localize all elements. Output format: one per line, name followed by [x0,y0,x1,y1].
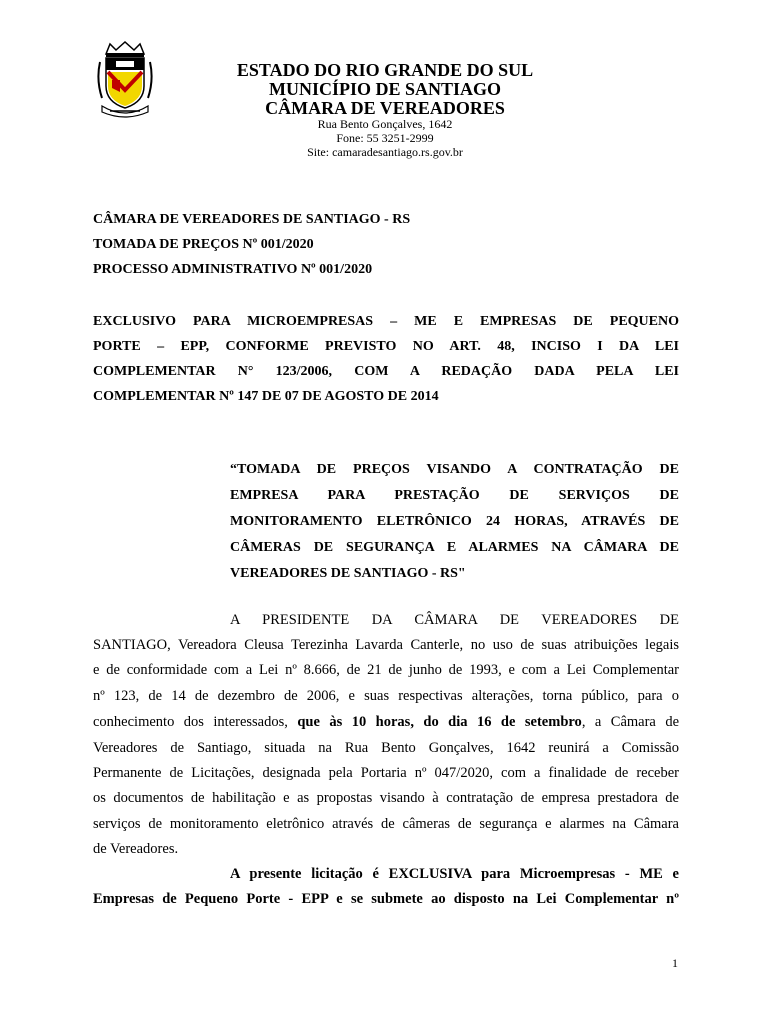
body-line-2: SANTIAGO, Vereadora Cleusa Terezinha Lavarda Canterle, no uso de suas atribuições legais [93,637,679,653]
reference-process: PROCESSO ADMINISTRATIVO Nº 001/2020 [93,262,373,277]
body-line-5-start: conhecimento dos interessados, [93,714,288,730]
page-number: 1 [672,956,678,970]
body-line-1: A PRESIDENTE DA CÂMARA DE VEREADORES DE [230,612,679,628]
object-line-3: MONITORAMENTO ELETRÔNICO 24 HORAS, ATRAVÉS DE [230,514,679,529]
session-datetime: que às 10 horas, do dia 16 de setembro [297,714,582,730]
exclusive-line-2: PORTE – EPP, CONFORME PREVISTO NO ART. 48, INCISO I DA LEI [93,339,679,354]
body-line-7: Permanente de Licitações, designada pela Portaria nº 047/2020, com a finalidade de receber [93,765,679,781]
body-line-12: Empresas de Pequeno Porte - EPP e se submete ao disposto na Lei Complementar nº [93,891,679,907]
body-line-11: A presente licitação é EXCLUSIVA para Microempresas - ME e [230,866,679,882]
body-line-4: nº 123, de 14 de dezembro de 2006, e suas respectivas alterações, torna público, para o [93,688,679,704]
header-phone: Fone: 55 3251-2999 [336,131,434,145]
header-chamber: CÂMARA DE VEREADORES [265,98,505,118]
object-line-2: EMPRESA PARA PRESTAÇÃO DE SERVIÇOS DE [230,488,679,503]
header-municipality: MUNICÍPIO DE SANTIAGO [268,79,502,99]
reference-tender: TOMADA DE PREÇOS Nº 001/2020 [93,237,314,252]
body-line-10: de Vereadores. [93,841,179,857]
exclusive-line-4: COMPLEMENTAR Nº 147 DE 07 DE AGOSTO DE 2014 [93,389,439,404]
header-state: ESTADO DO RIO GRANDE DO SUL [236,60,534,80]
object-line-5: VEREADORES DE SANTIAGO - RS" [230,566,466,581]
exclusive-line-3: COMPLEMENTAR N° 123/2006, COM A REDAÇÃO DADA PELA LEI [93,364,679,379]
body-line-5-end: , a Câmara de [581,714,680,730]
body-line-8: os documentos de habilitação e as propostas visando à contratação de empresa prestadora de [93,790,679,806]
body-line-3: e de conformidade com a Lei nº 8.666, de 21 de junho de 1993, e com a Lei Complementar [93,662,679,678]
object-line-1: “TOMADA DE PREÇOS VISANDO A CONTRATAÇÃO DE [230,462,679,477]
exclusive-line-1: EXCLUSIVO PARA MICROEMPRESAS – ME E EMPRESAS DE PEQUENO [93,314,679,329]
header-site: Site: camaradesantiago.rs.gov.br [307,145,463,159]
body-line-6: Vereadores de Santiago, situada na Rua Bento Gonçalves, 1642 reunirá a Comissão [93,740,679,756]
municipal-crest-icon [96,40,154,118]
reference-chamber: CÂMARA DE VEREADORES DE SANTIAGO - RS [93,212,411,227]
body-line-5 [93,714,679,731]
object-line-4: CÂMERAS DE SEGURANÇA E ALARMES NA CÂMARA DE [230,540,679,555]
header-address: Rua Bento Gonçalves, 1642 [317,117,453,131]
body-line-9: serviços de monitoramento eletrônico através de câmeras de segurança e alarmes na Câmara [93,816,679,832]
